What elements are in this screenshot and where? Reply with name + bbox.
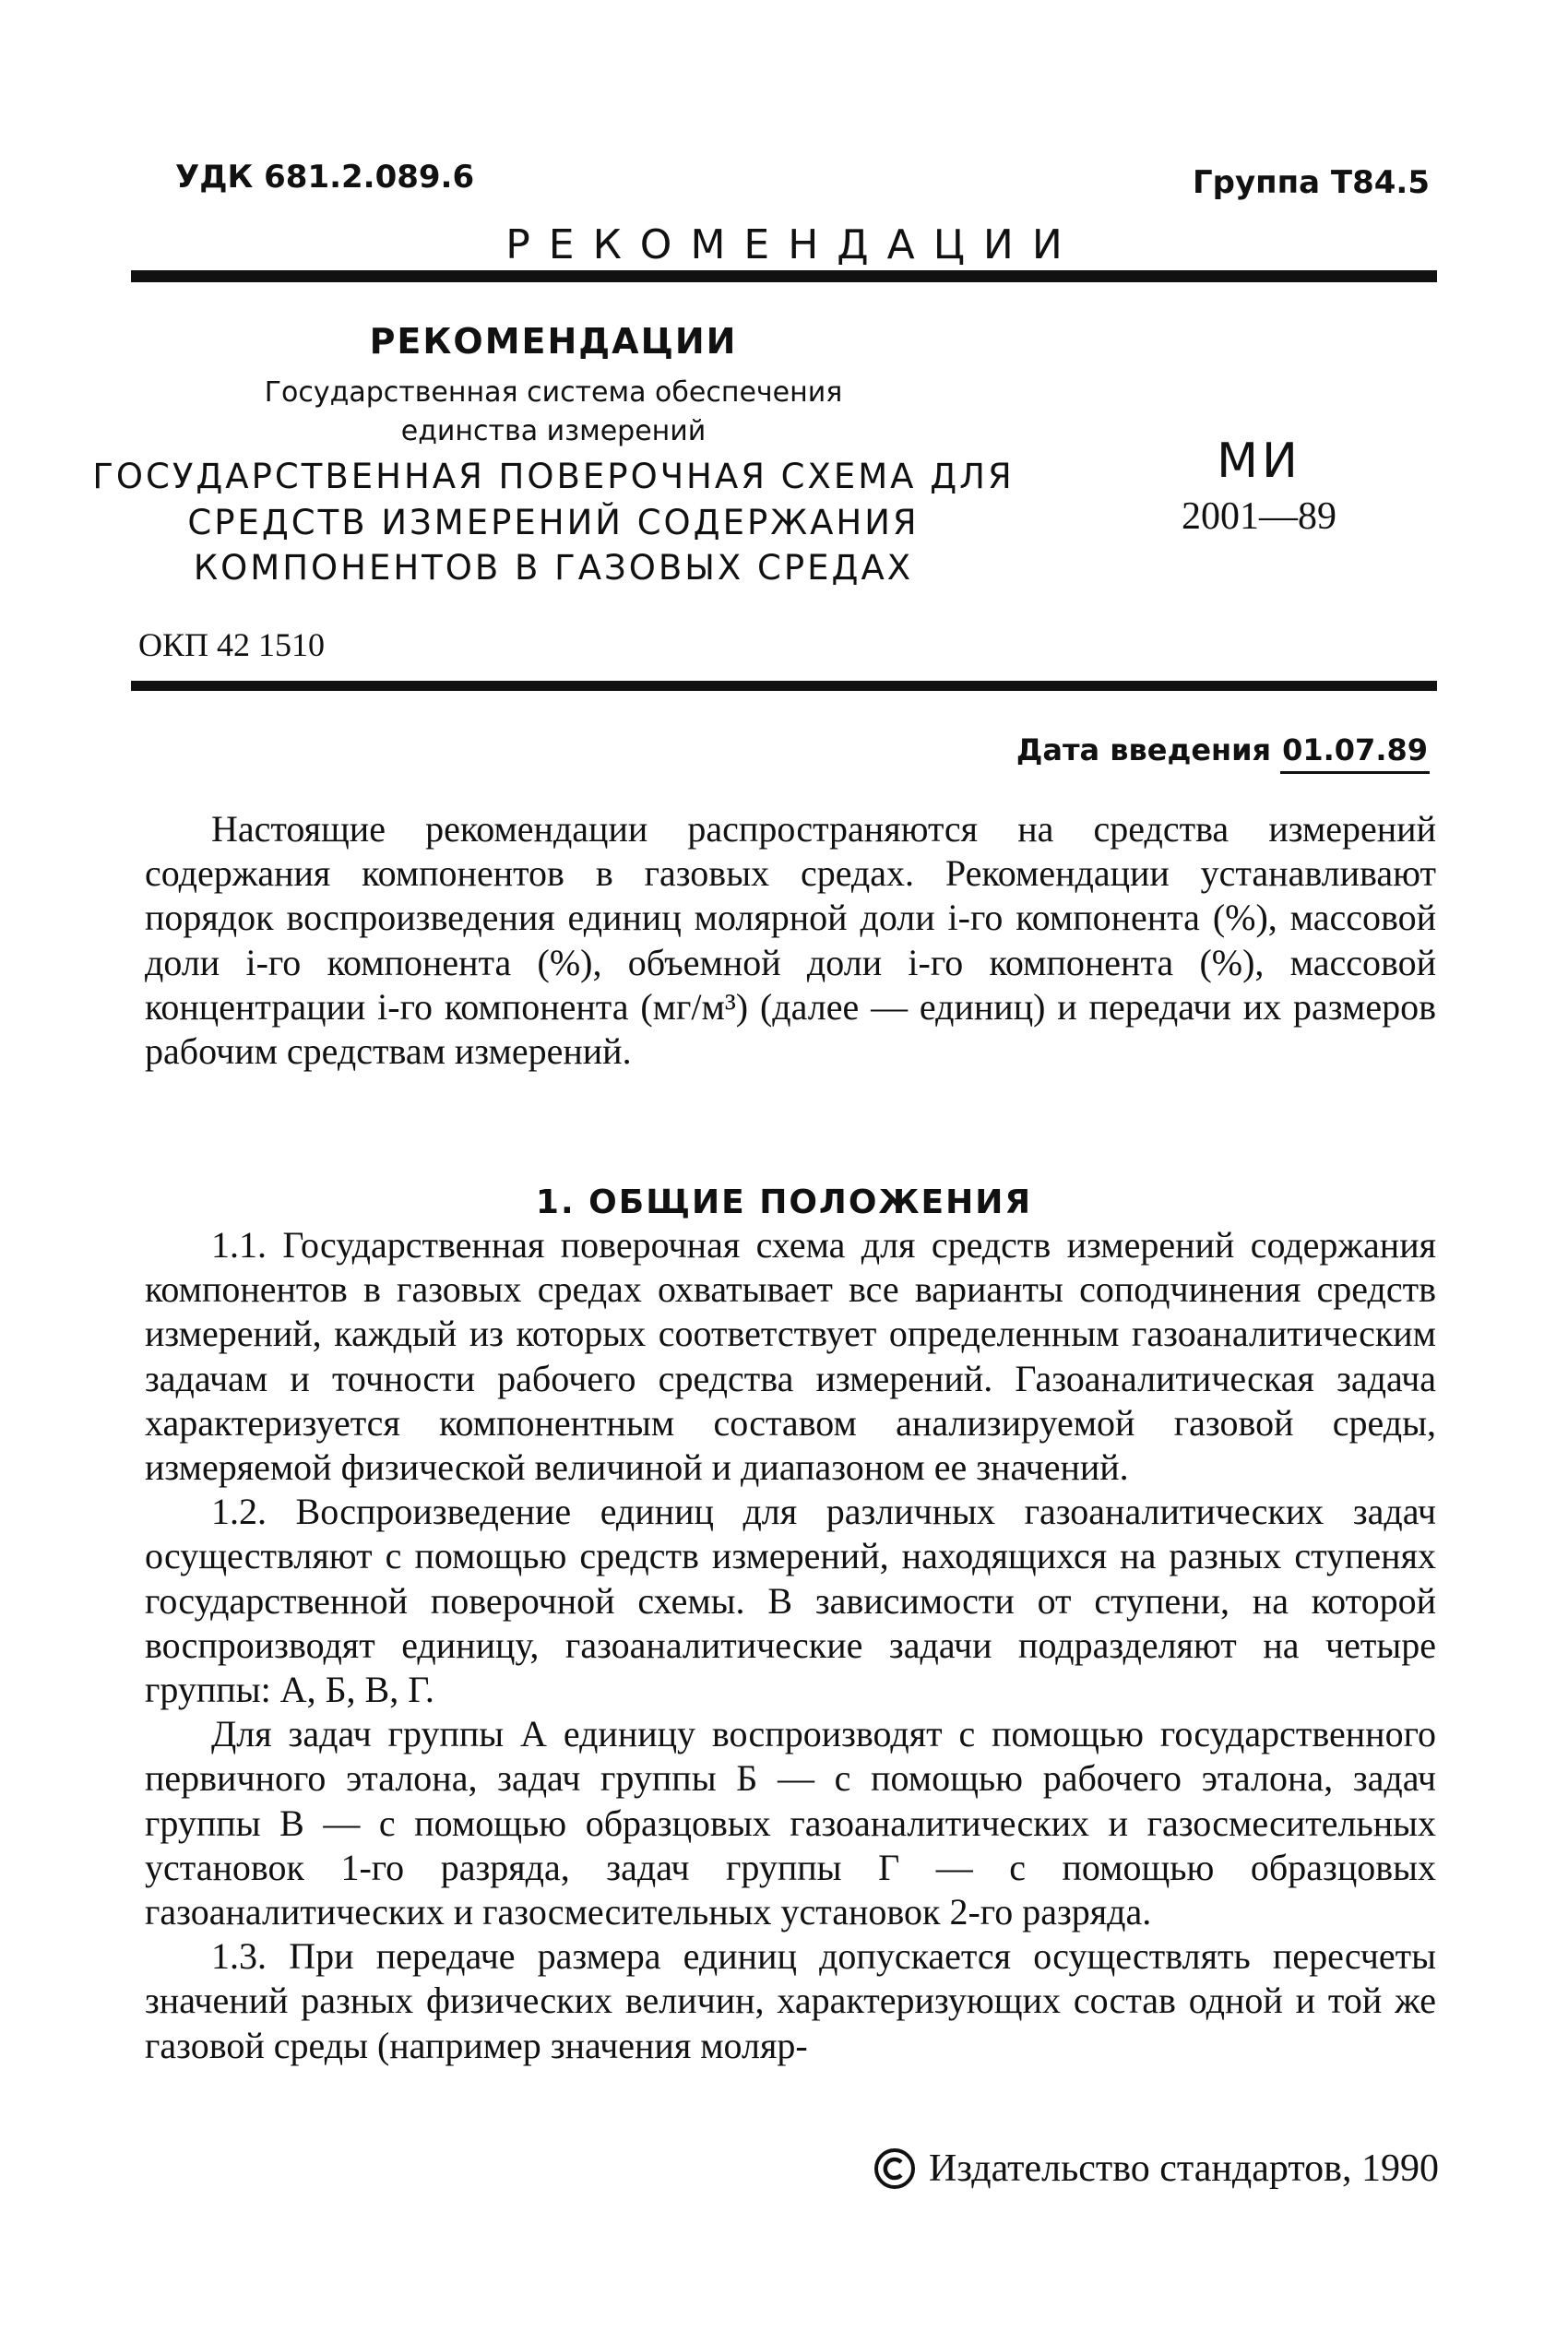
recommendations-banner: РЕКОМЕНДАЦИИ <box>505 221 1081 268</box>
document-code-prefix: МИ <box>1217 434 1301 489</box>
main-title-line-1: ГОСУДАРСТВЕННАЯ ПОВЕРОЧНАЯ СХЕМА ДЛЯ <box>92 457 1015 496</box>
bottom-rule <box>131 681 1437 691</box>
udk-code: УДК 681.2.089.6 <box>175 159 475 196</box>
main-title-line-2: СРЕДСТВ ИЗМЕРЕНИЙ СОДЕРЖАНИЯ <box>187 503 920 542</box>
document-type: РЕКОМЕНДАЦИИ <box>369 321 738 362</box>
subtitle-line-1: Государственная система обеспечения <box>264 376 843 409</box>
okp-code: ОКП 42 1510 <box>138 626 326 663</box>
intro-text <box>145 807 1436 1074</box>
main-title-line-3: КОМПОНЕНТОВ В ГАЗОВЫХ СРЕДАХ <box>193 548 914 588</box>
intro-paragraph: Настоящие рекомендации распространяются на средства измерений содержания компонентов в газовых средах. Рекомендации устанавливают порядок воспроизведения единиц молярной доли i-го компонента (%), массовой доли i-го компонента (%), объемной доли i-го компонента (%), массовой концентрации i-го компонента (мг/м³) (далее — единиц) и передачи их размеров рабочим средствам измерений. <box>145 808 1436 1073</box>
date-label: Дата введения <box>1016 732 1272 767</box>
copyright-text: Издательство стандартов, 1990 <box>929 2147 1439 2190</box>
copyright-icon <box>873 2147 916 2190</box>
section-heading: 1. ОБЩИЕ ПОЛОЖЕНИЯ <box>535 1183 1033 1221</box>
date-value: 01.07.89 <box>1280 732 1430 774</box>
copyright <box>873 2147 1439 2191</box>
top-rule <box>131 270 1437 282</box>
paragraph-1-1: 1.1. Государственная поверочная схема для средств измерений содержания компонентов в газовых средах охватывает все варианты соподчинения средств измерений, каждый из которых соответствует определенным газоаналитическим задачам и точности рабочего средства измерений. Газоаналитическая задача характеризуется компонентным составом анализируемой газовой среды, измеряемой физической величиной и диапазоном ее значений. <box>145 1224 1436 1489</box>
subtitle-line-2: единства измерений <box>400 415 707 447</box>
paragraph-1-3: 1.3. При передаче размера единиц допускается осуществлять пересчеты значений разных физических величин, характеризующих состав одной и той же газовой среды (например значения моляр- <box>145 1935 1436 2066</box>
introduction-date <box>1016 732 1430 774</box>
document-code-number: 2001—89 <box>1182 495 1336 538</box>
section-body <box>145 1223 1436 2068</box>
paragraph-1-2: 1.2. Воспроизведение единиц для различных газоаналитических задач осуществляют с помощью средств измерений, находящихся на разных ступенях государственной поверочной схемы. В зависимости от ступени, на которой воспроизводят единицу, газоаналитические задачи подразделяют на четыре группы: А, Б, В, Г. <box>145 1491 1436 1711</box>
paragraph-1-2-groups: Для задач группы А единицу воспроизводят с помощью государственного первичного эталона, задач группы Б — с помощью рабочего эталона, задач группы В — с помощью образцовых газоаналитических и газосмесительных установок 1-го разряда, задач группы Г — с помощью образцовых газоаналитических и газосмесительных установок 2-го разряда. <box>145 1713 1436 1933</box>
group-code: Группа Т84.5 <box>1192 164 1430 201</box>
